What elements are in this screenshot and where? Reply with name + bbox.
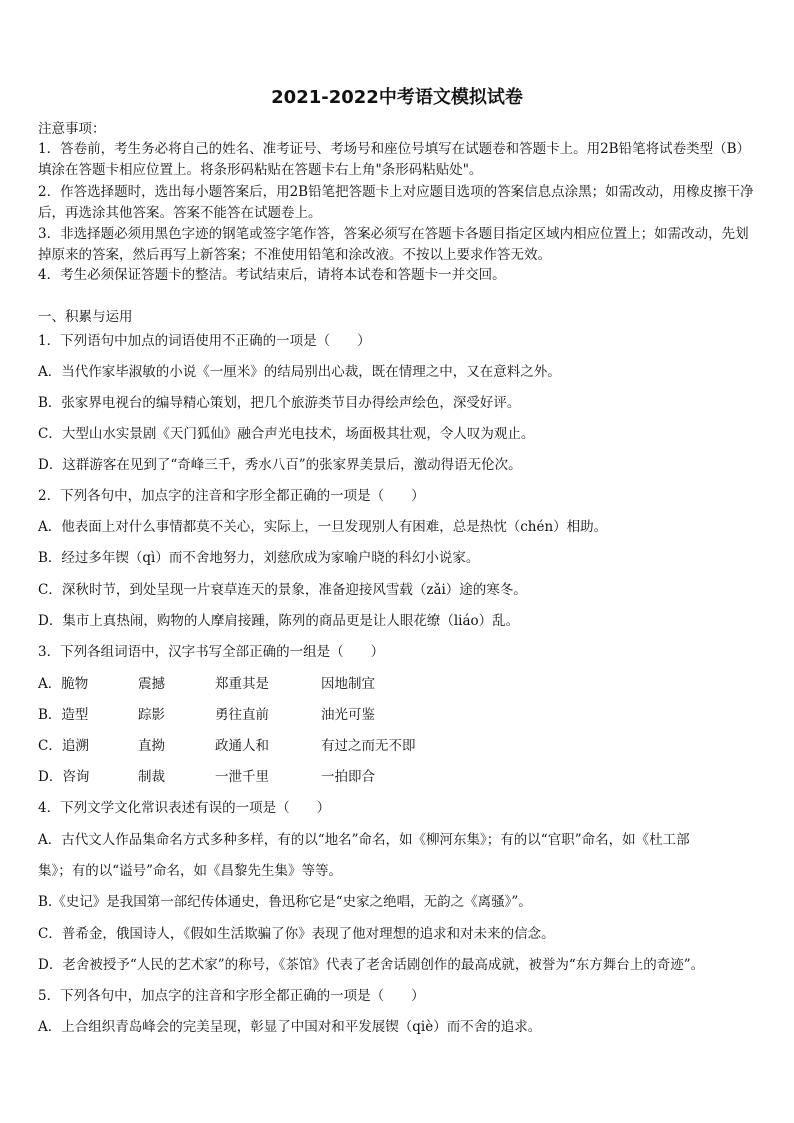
question-5-option-a: A．上合组织青岛峰会的完美呈现，彰显了中国对和平发展锲（qiè）而不舍的追求。 <box>38 1019 542 1035</box>
question-4-option-a-cont: 集》；有的以“谥号”命名，如《昌黎先生集》等等。 <box>38 863 343 879</box>
notice-item: 1．答卷前，考生务必将自己的姓名、准考证号、考场号和座位号填写在试题卷和答题卡上。用2B铅笔将试卷类型（B）填涂在答题卡相应位置上。将条形码粘贴在答题卡右上角"条形码粘贴处"。 <box>38 141 751 178</box>
word: 震撼 <box>138 676 165 692</box>
question-4-option-a: A．古代文人作品集命名方式多种多样，有的以“地名”命名，如《柳河东集》；有的以“官职”命名，如《杜工部 <box>38 832 690 848</box>
question-2-option-b: B．经过多年锲（qì）而不舍地努力，刘慈欣成为家喻户晓的科幻小说家。 <box>38 550 480 566</box>
question-2-option-d: D．集市上真热闹，购物的人摩肩接踵，陈列的商品更是让人眼花缭（liáo）乱。 <box>38 613 520 629</box>
section-heading: 一、积累与运用 <box>38 309 133 325</box>
exam-title: 2021-2022中考语文模拟试卷 <box>271 87 523 108</box>
question-2-stem: 2．下列各句中，加点字的注音和字形全都正确的一项是（ ） <box>38 488 425 504</box>
word: 因地制宜 <box>321 676 375 692</box>
question-3-row-c <box>38 736 760 756</box>
word: A．脆物 <box>38 676 89 692</box>
notice-item: 2．作答选择题时，选出每小题答案后，用2B铅笔把答题卡上对应题目选项的答案信息点涂黑；如需改动，用橡皮擦干净后，再选涂其他答案。答案不能答在试题卷上。 <box>38 184 754 221</box>
word: 勇往直前 <box>215 707 269 723</box>
question-1-option-c: C．大型山水实景剧《天门狐仙》融合声光电技术，场面极其壮观，令人叹为观止。 <box>38 426 535 442</box>
question-5-stem: 5．下列各句中，加点字的注音和字形全都正确的一项是（ ） <box>38 988 425 1004</box>
word: 政通人和 <box>215 738 269 754</box>
question-1-option-a: A．当代作家毕淑敏的小说《一厘米》的结局别出心裁，既在情理之中，又在意料之外。 <box>38 364 561 380</box>
question-3-row-d <box>38 767 760 787</box>
word: 制裁 <box>138 769 165 785</box>
question-4-option-c: C．普希金，俄国诗人，《假如生活欺骗了你》表现了他对理想的追求和对未来的信念。 <box>38 926 555 942</box>
question-2-option-a: A．他表面上对什么事情都莫不关心，实际上，一旦发现别人有困难，总是热忱（chén）相助。 <box>38 519 608 535</box>
word: 一泄千里 <box>215 769 269 785</box>
question-3-row-a <box>38 674 760 694</box>
word: 踪影 <box>138 707 165 723</box>
question-3-row-b <box>38 705 760 725</box>
word: 郑重其是 <box>215 676 269 692</box>
question-3-stem: 3．下列各组词语中，汉字书写全部正确的一组是（ ） <box>38 644 385 660</box>
notice-heading: 注意事项： <box>38 121 106 137</box>
question-1-stem: 1．下列语句中加点的词语使用不正确的一项是（ ） <box>38 333 371 349</box>
word: C．追溯 <box>38 738 89 754</box>
word: 有过之而无不即 <box>321 738 416 754</box>
question-4-stem: 4．下列文学文化常识表述有误的一项是（ ） <box>38 800 331 816</box>
question-4-option-d: D．老舍被授予“人民的艺术家”的称号，《茶馆》代表了老舍话剧创作的最高成就，被誉为“东方舞台上的奇迹”。 <box>38 957 705 973</box>
word: 直拗 <box>138 738 165 754</box>
question-2-option-c: C．深秋时节，到处呈现一片衰草连天的景象，准备迎接风雪载（zǎi）途的寒冬。 <box>38 582 527 598</box>
word: 油光可鉴 <box>321 707 375 723</box>
question-1-option-b: B．张家界电视台的编导精心策划，把几个旅游类节目办得绘声绘色，深受好评。 <box>38 395 521 411</box>
question-1-option-d: D．这群游客在见到了“奇峰三千，秀水八百”的张家界美景后，激动得语无伦次。 <box>38 457 522 473</box>
notice-item: 4．考生必须保证答题卡的整洁。考试结束后，请将本试卷和答题卡一并交回。 <box>38 267 506 283</box>
word: B．造型 <box>38 707 89 723</box>
word: D．咨询 <box>38 769 90 785</box>
word: 一拍即合 <box>321 769 375 785</box>
notice-item: 3．非选择题必须用黑色字迹的钢笔或签字笔作答，答案必须写在答题卡各题目指定区域内相应位置上；如需改动，先划掉原来的答案，然后再写上新答案；不准使用铅笔和涂改液。不按以上要求作答无效。 <box>38 226 749 263</box>
question-4-option-b: B.《史记》是我国第一部纪传体通史，鲁迅称它是“史家之绝唱，无韵之《离骚》”。 <box>38 894 532 910</box>
